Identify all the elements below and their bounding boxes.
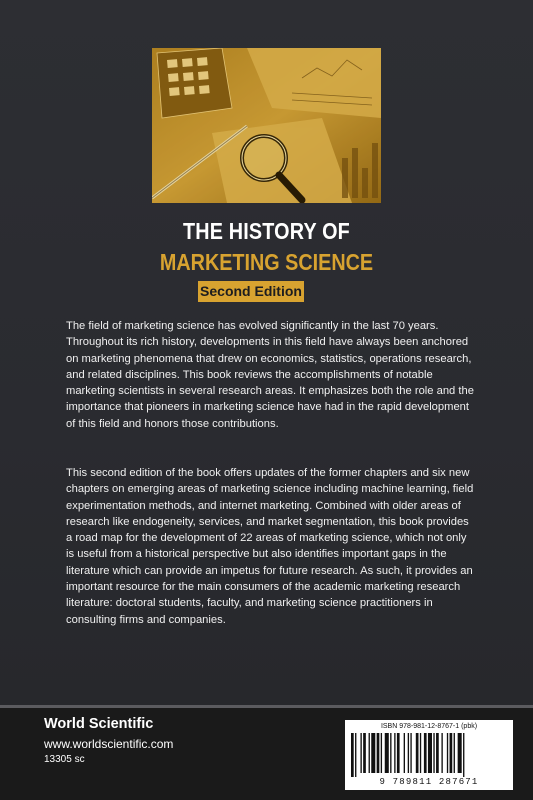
barcode-bar [381, 733, 382, 773]
barcode-bar [447, 733, 448, 773]
barcode-bar [394, 733, 395, 773]
barcode-bar [408, 733, 409, 773]
barcode-bar [410, 733, 411, 773]
publisher-name: World Scientific [44, 716, 154, 732]
barcode-bar [433, 733, 434, 773]
barcode-bar [404, 733, 405, 773]
barcode-bar [363, 733, 366, 773]
barcode-bar [360, 733, 361, 773]
barcode-bar [377, 733, 380, 773]
barcode-bar [390, 733, 391, 773]
barcode-bar [397, 733, 400, 773]
barcode-bar [369, 733, 370, 773]
cover-image-desk-calculator [152, 48, 381, 203]
barcode-bar [385, 733, 389, 773]
desk-illustration [152, 48, 381, 203]
barcode-panel [345, 720, 513, 790]
barcode-bar [450, 733, 453, 773]
barcode-bar [371, 733, 375, 773]
barcode-digits: 9 789811 287671 [379, 777, 479, 787]
isbn-label: ISBN 978-981-12-8767-1 (pbk) [380, 723, 478, 730]
blurb-paragraph-1: The field of marketing science has evolved significantly in the last 70 years. Throughout its rich history, developments in this field have always been anchored on marketing phenomena that drew on economics, statistics, operations research, and related disciplines. This book reviews the accomplishments of notable marketing scientists in several research areas. It emphasizes both the role and the importance that pioneers in marketing science have had in the rapid development of this field and honors those contributions. [66, 320, 474, 430]
barcode-bar [454, 733, 455, 773]
book-title-line1: THE HISTORY OF [183, 218, 350, 244]
barcode-icon [351, 733, 507, 777]
barcode-bar [420, 733, 421, 773]
barcode-bar [441, 733, 442, 773]
barcode-bar [428, 733, 432, 773]
barcode-bar [436, 733, 439, 773]
barcode-bar [458, 733, 462, 773]
book-title-line2: MARKETING SCIENCE [159, 249, 374, 275]
blurb-paragraph-2: This second edition of the book offers updates of the former chapters and six new chapters on emerging areas of marketing science including machine learning, field experimentation methods, and internet marketing. Combined with older areas of research like endogeneity, services, and market segmentation, this book provides a road map for the development of 22 areas of marketing science, which not only is useful from a historical perspective but also identifies important gaps in the literature which can provide an impetus for future research. As such, it provides an important resource for the main consumers of the academic marketing research literature: doctoral students, faculty, and marketing science practitioners in consulting firms and companies. [66, 467, 474, 626]
publisher-url: www.worldscientific.com [44, 737, 174, 751]
edition-badge: Second Edition [198, 281, 304, 302]
barcode-bar [351, 733, 354, 777]
footer-divider [0, 705, 533, 708]
barcode-bar [424, 733, 427, 773]
product-code: 13305 sc [44, 754, 85, 765]
barcode-bar [416, 733, 419, 773]
barcode-bar [463, 733, 464, 777]
barcode-bar [355, 733, 356, 777]
